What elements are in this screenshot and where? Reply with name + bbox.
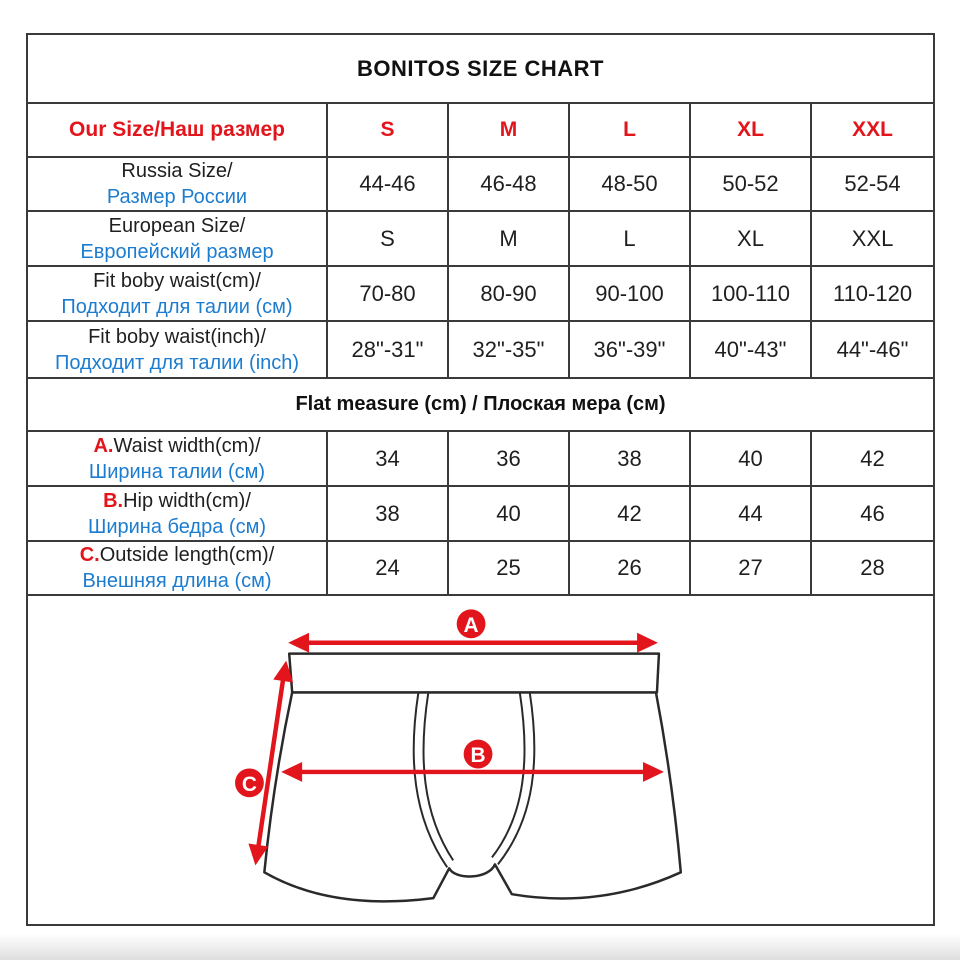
table-row (27, 211, 934, 266)
cell-value: 70-80 (327, 266, 448, 321)
cell-value: XL (690, 211, 811, 266)
label-a-letter: A (463, 613, 479, 637)
table-row (27, 157, 934, 211)
label-en: Hip width(cm)/ (123, 489, 251, 512)
header-size-s: S (327, 103, 448, 157)
label-en-line (80, 544, 275, 566)
table-row (27, 541, 934, 595)
cell-value: 42 (569, 486, 690, 541)
table-row (27, 486, 934, 541)
label-ru: Подходит для талии (inch) (54, 351, 300, 374)
cell-value: 46 (811, 486, 934, 541)
label-ru: Европейский размер (80, 240, 274, 263)
measure-letter-a: A. (93, 434, 114, 457)
label-ru: Размер России (106, 186, 248, 208)
label-c-letter: C (241, 772, 257, 796)
cell-value: S (327, 211, 448, 266)
page-title: BONITOS SIZE CHART (27, 34, 934, 103)
row-label-hip-width (27, 486, 327, 541)
boxer-body-outline (264, 692, 680, 901)
cell-value: 40 (690, 431, 811, 486)
cell-value: 110-120 (811, 266, 934, 321)
cell-value: 38 (569, 431, 690, 486)
cell-value: 24 (327, 541, 448, 595)
cell-value: 40"-43" (690, 321, 811, 378)
cell-value: 100-110 (690, 266, 811, 321)
measure-letter-c: C. (79, 544, 100, 566)
row-label-outside-length (27, 541, 327, 595)
cell-value: 40 (448, 486, 569, 541)
cell-value: 25 (448, 541, 569, 595)
label-en: Russia Size/ (121, 160, 233, 182)
cell-value: 42 (811, 431, 934, 486)
boxer-shorts-diagram (28, 596, 933, 924)
label-en: European Size/ (108, 214, 246, 237)
cell-value: 44"-46" (811, 321, 934, 378)
label-en: Fit boby waist(inch)/ (88, 325, 266, 348)
cell-value: M (448, 211, 569, 266)
label-ru: Ширина талии (см) (88, 460, 266, 483)
label-b-letter: B (470, 743, 486, 767)
row-label-fit-waist-cm (27, 266, 327, 321)
cell-value: 27 (690, 541, 811, 595)
boxer-waistband (289, 654, 659, 693)
cell-value: 38 (327, 486, 448, 541)
label-b-badge (464, 740, 493, 769)
cell-value: 46-48 (448, 157, 569, 211)
size-chart-table (26, 33, 935, 926)
cell-value: 44 (690, 486, 811, 541)
row-label-european-size (27, 211, 327, 266)
row-label-fit-waist-inch (27, 321, 327, 378)
flat-measure-header: Flat measure (cm) / Плоская мера (см) (27, 378, 934, 431)
cell-value: 34 (327, 431, 448, 486)
label-en-line (93, 435, 260, 457)
header-size-xl: XL (690, 103, 811, 157)
measurement-diagram-cell (27, 595, 934, 925)
cell-value: 90-100 (569, 266, 690, 321)
label-ru: Подходит для талии (см) (61, 295, 293, 318)
table-row (27, 266, 934, 321)
label-en: Fit boby waist(cm)/ (93, 269, 261, 292)
cell-value: 28"-31" (327, 321, 448, 378)
cell-value: 44-46 (327, 157, 448, 211)
label-a-badge (457, 609, 486, 638)
table-row (27, 321, 934, 378)
cell-value: 50-52 (690, 157, 811, 211)
row-label-russia-size (27, 157, 327, 211)
label-en-line (103, 490, 251, 512)
cell-value: 48-50 (569, 157, 690, 211)
cell-value: 32"-35" (448, 321, 569, 378)
cell-value: 52-54 (811, 157, 934, 211)
cell-value: 36 (448, 431, 569, 486)
cell-value: 80-90 (448, 266, 569, 321)
cell-value: L (569, 211, 690, 266)
measure-letter-b: B. (103, 489, 124, 512)
label-en: Waist width(cm)/ (113, 434, 261, 457)
header-size-l: L (569, 103, 690, 157)
label-c-badge (235, 768, 264, 797)
cell-value: 26 (569, 541, 690, 595)
table-row (27, 431, 934, 486)
cell-value: XXL (811, 211, 934, 266)
header-size-m: M (448, 103, 569, 157)
header-our-size: Our Size/Наш размер (27, 103, 327, 157)
header-size-xxl: XXL (811, 103, 934, 157)
cell-value: 28 (811, 541, 934, 595)
label-en: Outside length(cm)/ (99, 544, 275, 566)
cell-value: 36"-39" (569, 321, 690, 378)
label-ru: Внешняя длина (см) (82, 570, 272, 592)
row-label-waist-width (27, 431, 327, 486)
bottom-fade-strip (0, 934, 960, 960)
label-ru: Ширина бедра (см) (88, 515, 266, 538)
